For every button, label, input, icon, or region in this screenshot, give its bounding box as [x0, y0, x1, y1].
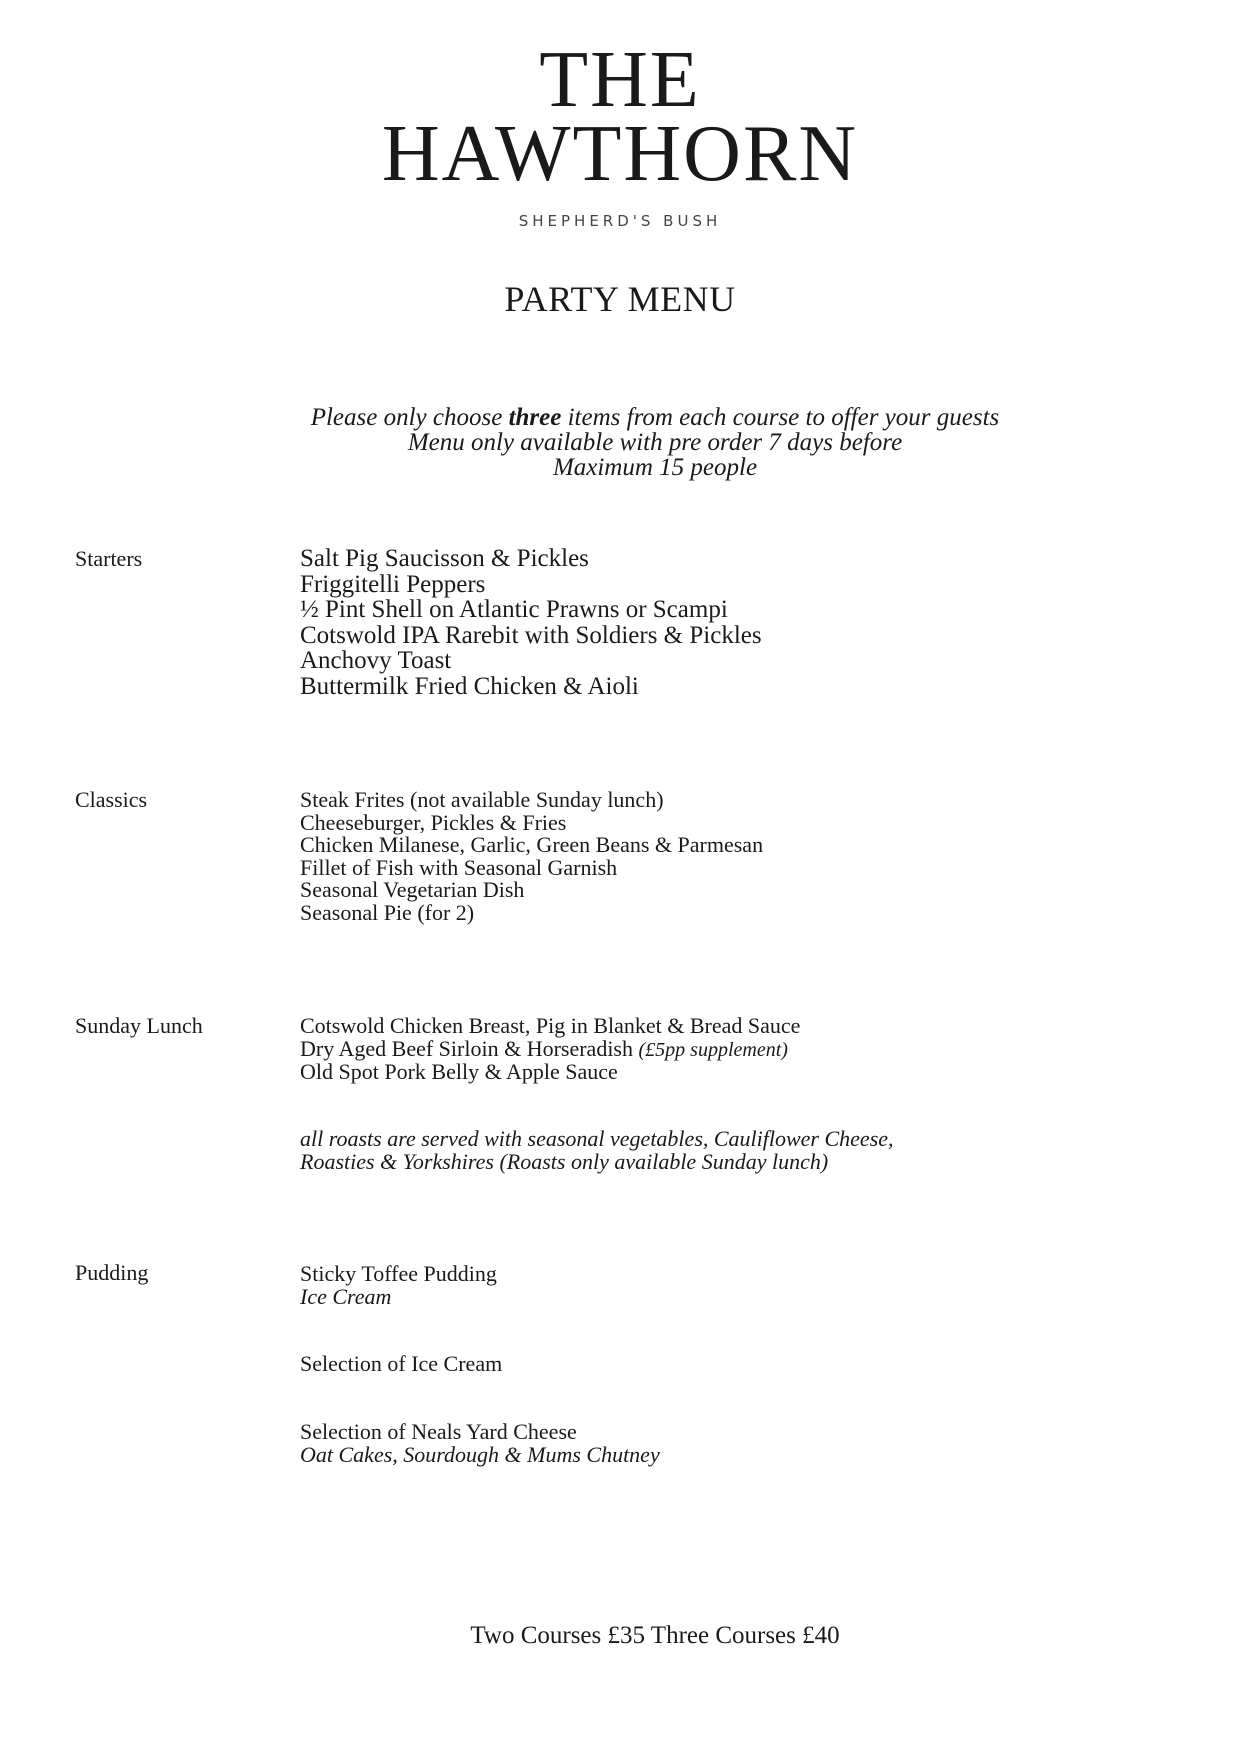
logo-the: THE — [539, 36, 701, 124]
course-label-starters: Starters — [75, 546, 143, 571]
list-item: Friggitelli Peppers — [300, 570, 486, 598]
notes-line-2: Menu only available with pre order 7 days before — [407, 429, 903, 456]
list-item: Dry Aged Beef Sirloin & Horseradish (£5pp supplement) — [300, 1035, 788, 1061]
list-item-sub: Ice Cream — [300, 1283, 392, 1309]
pricing-line: Two Courses £35 Three Courses £40 — [470, 1622, 840, 1649]
list-item: Seasonal Vegetarian Dish — [300, 877, 525, 902]
list-item: ½ Pint Shell on Atlantic Prawns or Scampi — [300, 596, 728, 623]
list-item: Cheeseburger, Pickles & Fries — [300, 809, 567, 835]
course-label-pudding: Pudding — [75, 1260, 149, 1285]
course-label-classics: Classics — [75, 787, 148, 812]
list-item: Salt Pig Saucisson & Pickles — [300, 545, 589, 572]
pudding-item-3 — [300, 1421, 660, 1466]
notes-line-1: Please only choose three items from each course to offer your guests — [310, 404, 1000, 431]
roasts-note-line: all roasts are served with seasonal vegetables, Cauliflower Cheese, — [300, 1126, 894, 1151]
list-item: Seasonal Pie (for 2) — [300, 899, 475, 925]
list-item: Cotswold Chicken Breast, Pig in Blanket & Bread Sauce — [300, 1013, 801, 1038]
classics-list — [300, 789, 763, 924]
starters-list — [300, 546, 762, 699]
list-item: Anchovy Toast — [300, 647, 452, 674]
location-subtitle: SHEPHERD'S BUSH — [518, 212, 722, 230]
list-item: Steak Frites (not available Sunday lunch) — [300, 787, 664, 812]
list-item: Sticky Toffee Pudding — [300, 1261, 497, 1286]
list-item: Cotswold IPA Rarebit with Soldiers & Pickles — [300, 621, 762, 649]
list-item: Selection of Ice Cream — [300, 1351, 503, 1376]
notes-line-3: Maximum 15 people — [552, 454, 758, 481]
list-item: Selection of Neals Yard Cheese — [300, 1419, 577, 1444]
list-item-sub: Oat Cakes, Sourdough & Mums Chutney — [300, 1441, 660, 1467]
supplement-note: (£5pp supplement) — [638, 1038, 788, 1061]
page-title: PARTY MENU — [504, 279, 736, 319]
roasts-note — [300, 1128, 894, 1173]
sunday-lunch-list — [300, 1015, 800, 1084]
pudding-item-2 — [300, 1353, 502, 1376]
list-item: Old Spot Pork Belly & Apple Sauce — [300, 1059, 618, 1084]
list-item: Chicken Milanese, Garlic, Green Beans & Parmesan — [300, 832, 764, 857]
logo-hawthorn: HAWTHORN — [381, 110, 859, 198]
roasts-note-line: Roasties & Yorkshires (Roasts only available Sunday lunch) — [300, 1148, 829, 1174]
course-label-sunday-lunch: Sunday Lunch — [75, 1013, 203, 1038]
list-item: Fillet of Fish with Seasonal Garnish — [300, 854, 618, 880]
list-item: Buttermilk Fried Chicken & Aioli — [300, 672, 639, 700]
pudding-item-1 — [300, 1263, 497, 1308]
